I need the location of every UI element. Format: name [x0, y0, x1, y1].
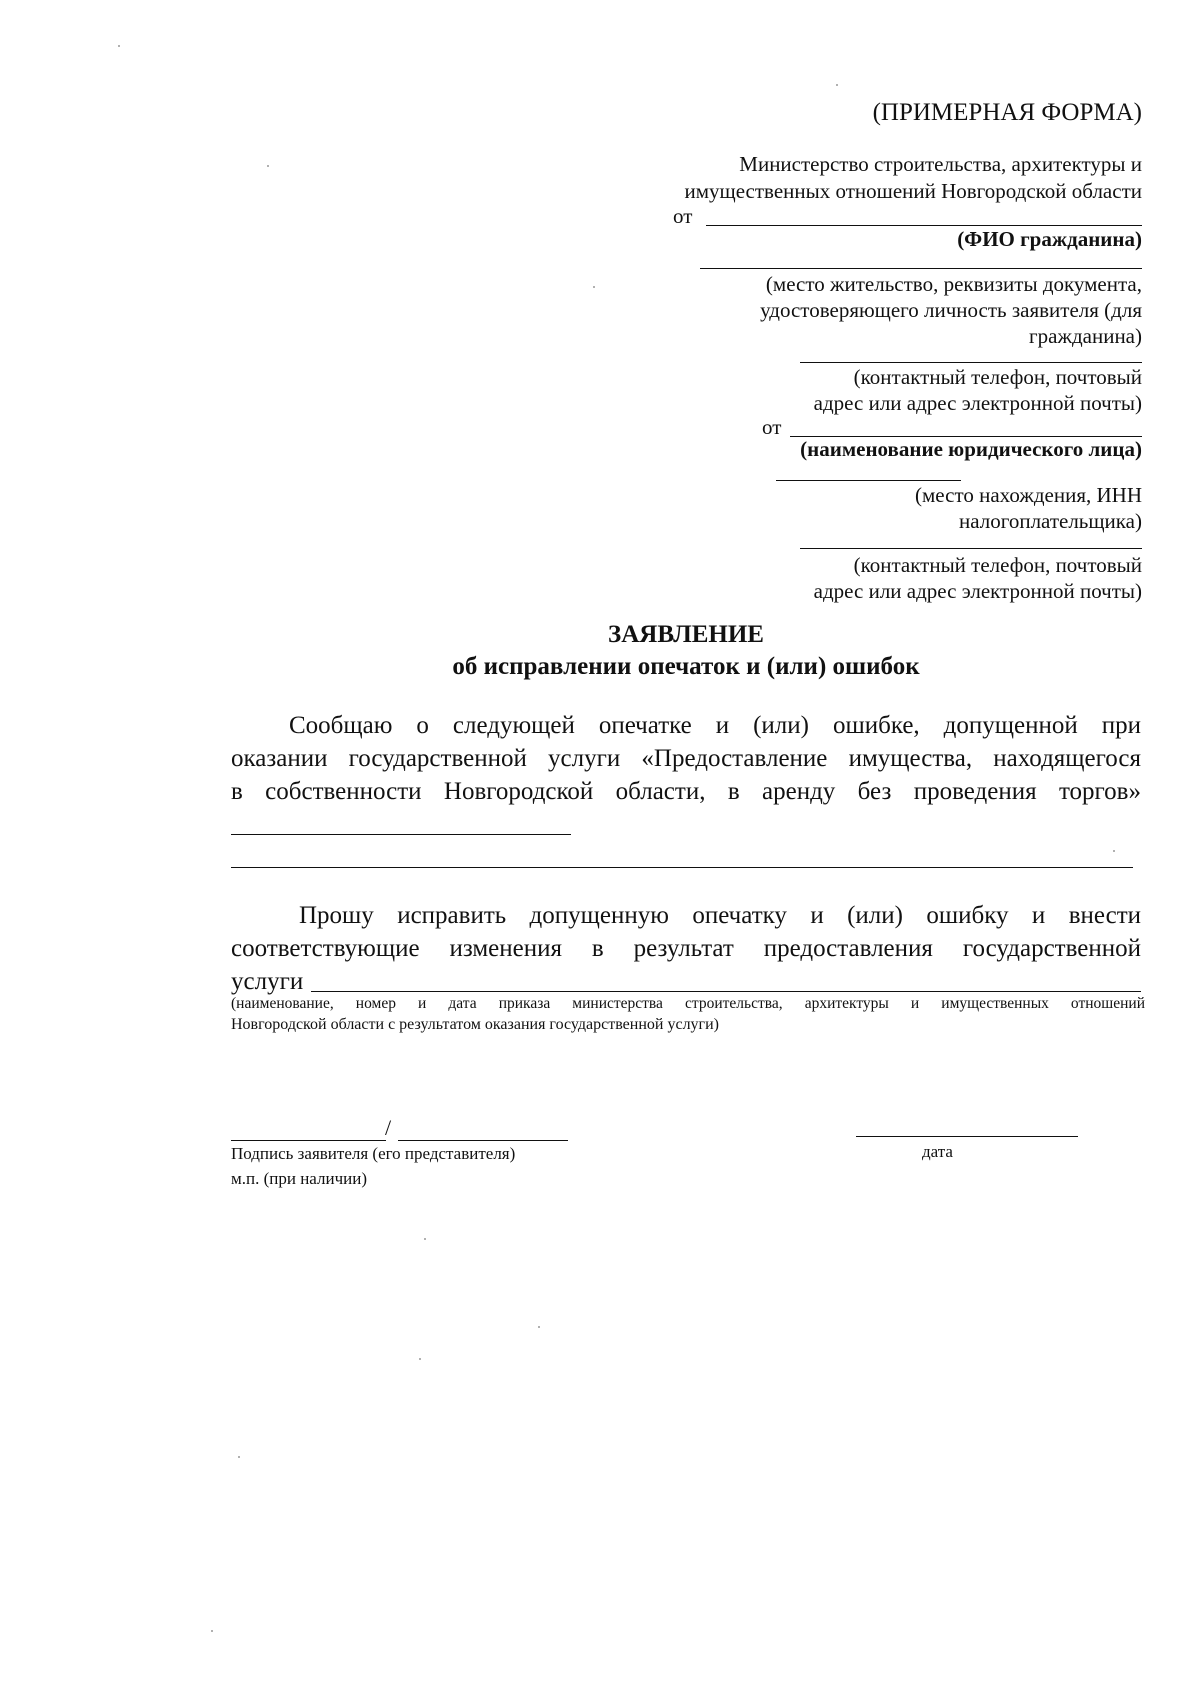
signature-slash: / [385, 1115, 392, 1140]
legal-name-caption: (наименование юридического лица) [800, 437, 1142, 461]
order-line [311, 991, 1141, 992]
citizen-residence-caption-2: удостоверяющего личность заявителя (для [760, 298, 1142, 322]
citizen-residence-caption-1: (место жительство, реквизиты документа, [765, 272, 1142, 296]
citizen-residence-line [700, 268, 1142, 269]
document-subtitle: об исправлении опечаток и (или) ошибок [452, 653, 920, 680]
paragraph-1-line-3: в собственности Новгородской области, в аренду без проведения торгов» [231, 778, 1141, 805]
scan-speck [118, 45, 120, 47]
stamp-caption: м.п. (при наличии) [231, 1169, 367, 1188]
date-caption: дата [922, 1142, 953, 1161]
error-description-line-2 [231, 867, 1133, 868]
document-title: ЗАЯВЛЕНИЕ [608, 621, 764, 648]
paragraph-1-line-1: Сообщаю о следующей опечатке и (или) ошибке, допущенной при [289, 712, 1141, 739]
legal-location-caption-2: налогоплательщика) [959, 509, 1142, 533]
scan-speck [1113, 850, 1115, 852]
paragraph-2-line-2: соответствующие изменения в результат предоставления государственной [231, 935, 1141, 962]
addressee-line-2: имущественных отношений Новгородской области [684, 179, 1142, 203]
legal-location-caption-1: (место нахождения, ИНН [915, 483, 1142, 507]
paragraph-2-line-3: услуги [231, 968, 304, 995]
scan-speck [238, 1456, 240, 1458]
scan-speck [211, 1630, 213, 1632]
legal-contact-line [800, 548, 1142, 549]
date-line [856, 1136, 1078, 1137]
order-caption-1: (наименование, номер и дата приказа министерства строительства, архитектуры и имущественных отношений [231, 995, 1145, 1012]
scan-speck [419, 1358, 421, 1360]
scan-speck [538, 1326, 540, 1328]
citizen-contact-caption-1: (контактный телефон, почтовый [853, 365, 1142, 389]
scan-speck [836, 84, 838, 86]
signature-line [231, 1140, 386, 1141]
legal-contact-caption-2: адрес или адрес электронной почты) [813, 579, 1142, 603]
citizen-from-label: от [673, 204, 693, 228]
citizen-contact-caption-2: адрес или адрес электронной почты) [813, 391, 1142, 415]
error-description-line-1 [231, 834, 571, 835]
addressee-line-1: Министерство строительства, архитектуры и [739, 152, 1142, 176]
signature-caption: Подпись заявителя (его представителя) [231, 1144, 516, 1163]
citizen-contact-line [800, 362, 1142, 363]
scan-speck [424, 1238, 426, 1240]
scan-speck [267, 165, 269, 167]
citizen-residence-caption-3: гражданина) [1029, 324, 1142, 348]
scan-speck [593, 286, 595, 288]
legal-contact-caption-1: (контактный телефон, почтовый [853, 553, 1142, 577]
legal-from-label: от [762, 415, 782, 439]
legal-location-line [776, 480, 961, 481]
paragraph-2-line-1: Прошу исправить допущенную опечатку и (или) ошибку и внести [299, 902, 1141, 929]
order-caption-2: Новгородской области с результатом оказания государственной услуги) [231, 1016, 719, 1033]
citizen-fio-caption: (ФИО гражданина) [957, 227, 1142, 251]
signature-name-line [398, 1140, 568, 1141]
paragraph-1-line-2: оказании государственной услуги «Предоставление имущества, находящегося [231, 745, 1141, 772]
form-label: (ПРИМЕРНАЯ ФОРМА) [872, 99, 1142, 126]
